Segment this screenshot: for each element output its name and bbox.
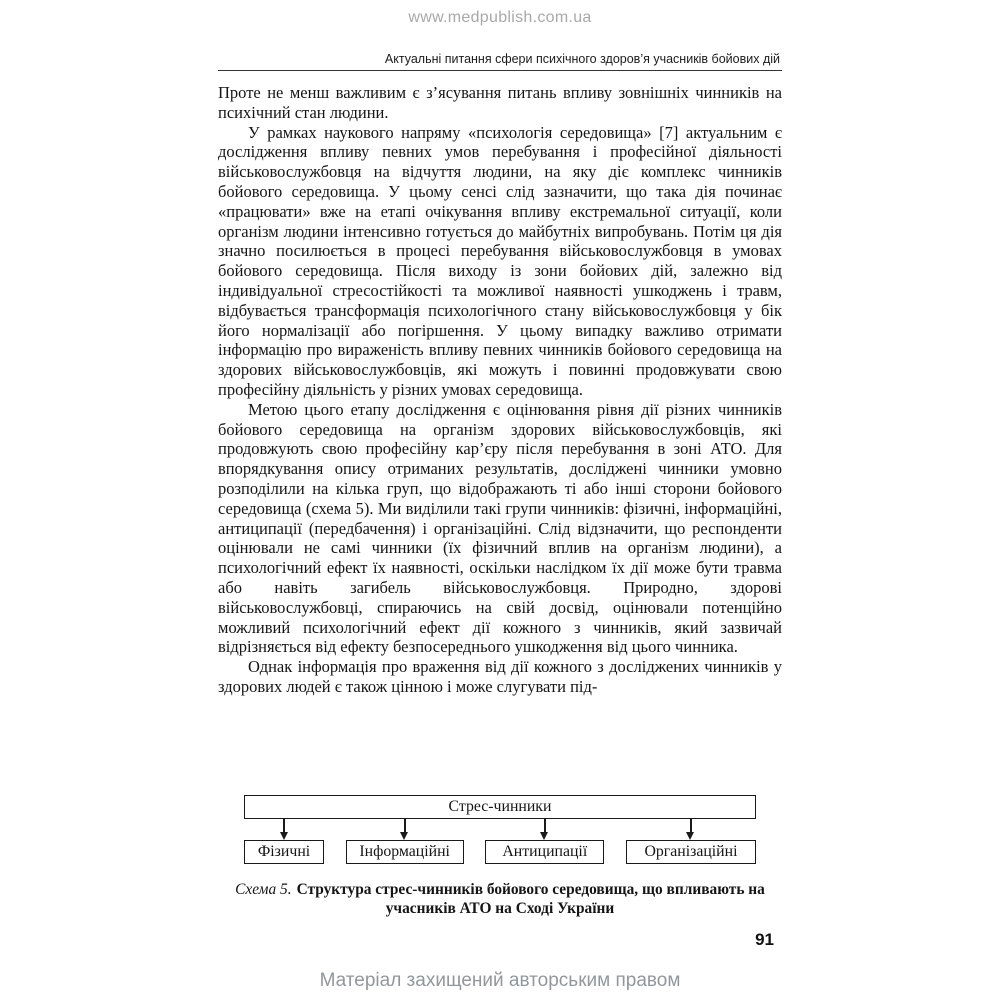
body-text (218, 83, 782, 771)
arrow-cell (626, 819, 756, 840)
diagram-box-organizational: Організаційні (626, 840, 756, 864)
figure-caption (226, 880, 774, 918)
diagram-box-anticipation: Антиципації (485, 840, 604, 864)
paragraph: У рамках наукового напряму «психологія середовища» [7] актуальним є дослідження впливу певних умов перебування і професійної діяльності військовослужбовця на відчуття людини, на яку діє комплекс чинників бойового середовища. У цьому сенсі слід зазначити, що така дія починає «працювати» вже на етапі очікування впливу екстремальної ситуації, коли організм людини інтенсивно готується до майбутніх випробувань. Потім ця дія значно посилюється в процесі перебування військовослужбовця в умовах бойового середовища. Після виходу із зони бойових дій, залежно від індивідуальної стресостійкості та можливої наявності ушкоджень і травм, відбувається трансформація психологічного стану військовослужбовця у бік його нормалізації або погіршення. У цьому випадку важливо отримати інформацію про вираженість впливу певних чинників бойового середовища на здорових військовослужбовців, які можуть і повинні продовжувати свою професійну діяльність у різних умовах середовища. (218, 122, 782, 399)
down-arrow-icon (404, 819, 406, 833)
paragraph: Однак інформація про враження від дії кожного з досліджених чинників у здорових людей є також цінною і може слугувати під- (218, 657, 782, 696)
down-arrow-icon (544, 819, 546, 833)
page-number: 91 (755, 930, 774, 949)
down-arrow-icon (283, 819, 285, 833)
arrow-cell (346, 819, 464, 840)
figure-caption-text: Структура стрес-чинників бойового середовища, що впливають на учасників АТО на Сході України (296, 881, 765, 917)
arrow-cell (244, 819, 324, 840)
paragraph: Метою цього етапу дослідження є оцінювання рівня дії різних чинників бойового середовища на організм здорових військовослужбовців, які продовжують свою професійну кар’єру після перебування в зоні АТО. Для впорядкування опису отриманих результатів, досліджені чинники умовно розподілили на кілька груп, що відображають ті або інші сторони бойового середовища (схема 5). Ми виділили такі групи чинників: фізичні, інформаційні, антиципації (передбачення) і організаційні. Слід відзначити, що респонденти оцінювали не самі чинники (їх фізичний вплив на організм людини), а психологічний ефект їх наявності, оскільки наслідком їх дії може бути травма або навіть загибель військовослужбовця. Природно, здорові військовослужбовці, спираючись на свій досвід, оцінювали потенційно можливий психологічний ефект дії кожного з чинників, який зазвичай відрізняється від ефекту безпосереднього ушкодження від цього чинника. (218, 399, 782, 657)
text-column (218, 52, 782, 950)
figure-caption-label: Схема 5. (235, 881, 292, 898)
copyright-watermark: Матеріал захищений авторським правом (319, 970, 681, 991)
down-arrow-icon (690, 819, 692, 833)
diagram-children (244, 840, 756, 864)
diagram-box-informational: Інформаційні (346, 840, 464, 864)
diagram-box-physical: Фізичні (244, 840, 324, 864)
header-rule (218, 70, 782, 71)
diagram-arrows (244, 819, 756, 840)
site-url-watermark: www.medpublish.com.ua (408, 9, 592, 26)
arrow-cell (485, 819, 604, 840)
paragraph: Проте не менш важливим є з’ясування питань впливу зовнішніх чинників на психічний стан людини. (218, 83, 782, 122)
diagram-root-box: Стрес-чинники (244, 795, 756, 819)
running-head: Актуальні питання сфери психічного здоров’я учасників бойових дій (384, 52, 780, 66)
stress-factors-diagram (244, 795, 756, 864)
